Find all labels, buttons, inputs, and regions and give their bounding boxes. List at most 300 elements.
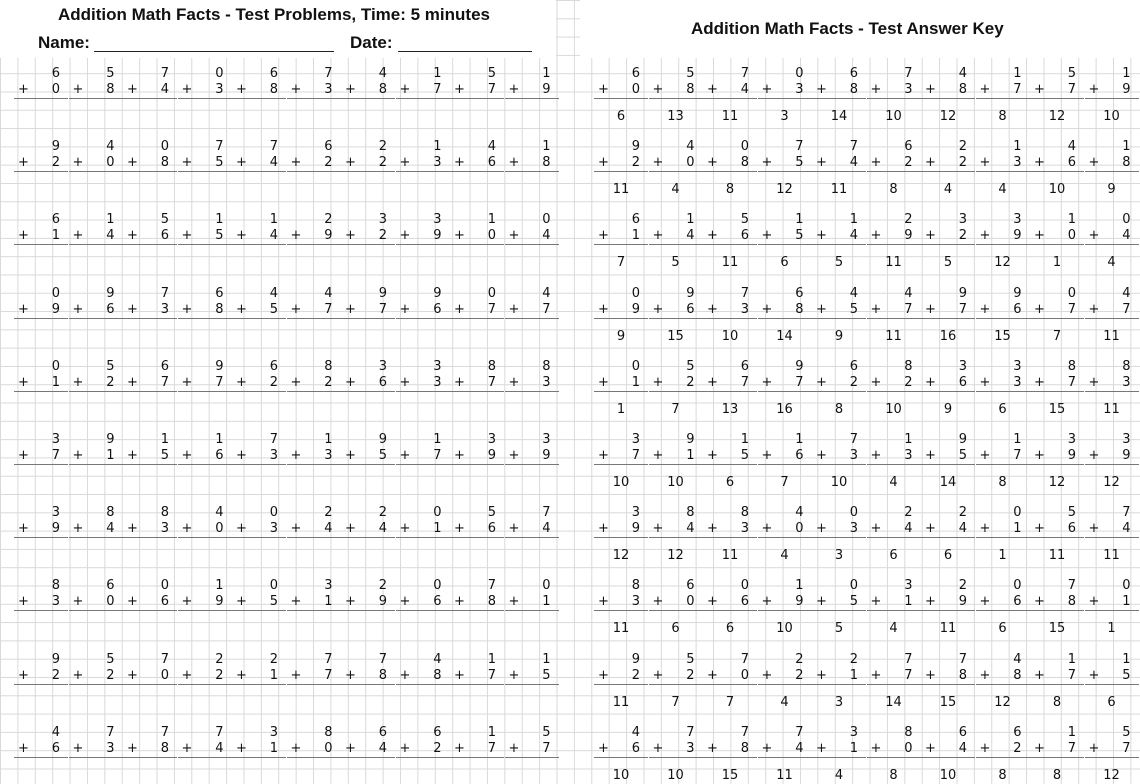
answer-key-problem bbox=[703, 359, 757, 418]
addend-bottom-value: 5 bbox=[849, 594, 858, 610]
plus-sign: + bbox=[345, 155, 356, 171]
test-title: Addition Math Facts - Test Problems, Time: 5 minutes bbox=[58, 5, 490, 24]
test-problem bbox=[341, 652, 395, 685]
addend-bottom-value: 8 bbox=[686, 82, 695, 97]
addend-bottom-value: 1 bbox=[269, 740, 278, 756]
plus-sign: + bbox=[870, 82, 882, 97]
addend-bottom bbox=[867, 228, 921, 245]
addend-bottom-value: 1 bbox=[849, 740, 858, 756]
answer-value: 8 bbox=[889, 767, 898, 783]
plus-sign: + bbox=[181, 667, 193, 683]
plus-sign: + bbox=[1088, 82, 1100, 97]
test-problem bbox=[14, 432, 68, 465]
plus-sign: + bbox=[870, 448, 882, 463]
answer-value: 1 bbox=[616, 401, 626, 417]
answer-value: 7 bbox=[671, 401, 680, 417]
addend-bottom bbox=[649, 375, 703, 392]
addend-bottom-value: 8 bbox=[378, 667, 387, 683]
addend-bottom bbox=[867, 521, 921, 538]
plus-sign: + bbox=[127, 82, 138, 97]
addend-bottom-value: 2 bbox=[51, 667, 60, 683]
addend-top: 6 bbox=[904, 139, 913, 155]
plus-sign: + bbox=[236, 740, 247, 756]
answer-key-problem bbox=[921, 578, 975, 637]
plus-sign: + bbox=[761, 448, 773, 463]
addend-bottom-value: 2 bbox=[269, 374, 278, 390]
plus-sign: + bbox=[1088, 521, 1100, 537]
answer-key-sheet bbox=[580, 0, 1140, 784]
addend-top: 1 bbox=[1122, 139, 1131, 155]
addend-bottom bbox=[703, 302, 757, 319]
answer-value: 11 bbox=[1103, 328, 1120, 344]
test-problem bbox=[178, 139, 232, 172]
addend-bottom-value: 2 bbox=[215, 667, 224, 683]
addend-bottom-value: 7 bbox=[542, 301, 551, 317]
addend-bottom bbox=[976, 741, 1030, 758]
answer-value: 6 bbox=[780, 255, 789, 271]
answer-value: 13 bbox=[721, 401, 739, 417]
date-field-line[interactable] bbox=[398, 51, 532, 52]
answer-value: 10 bbox=[939, 767, 957, 783]
answer-value: 6 bbox=[671, 621, 680, 637]
plus-sign: + bbox=[979, 82, 991, 97]
addend-top: 1 bbox=[487, 724, 496, 740]
addend-bottom-value: 2 bbox=[324, 155, 333, 171]
addend-bottom bbox=[450, 228, 504, 245]
addend-bottom-value: 9 bbox=[1122, 448, 1131, 463]
addend-bottom bbox=[812, 594, 866, 611]
addend-top: 7 bbox=[542, 505, 551, 521]
plus-sign: + bbox=[925, 301, 936, 317]
test-problem bbox=[14, 725, 68, 758]
addend-bottom-value: 1 bbox=[849, 667, 858, 683]
addend-top: 1 bbox=[433, 139, 442, 155]
addend-bottom bbox=[232, 302, 286, 319]
answer-value: 5 bbox=[834, 255, 844, 271]
plus-sign: + bbox=[290, 228, 302, 244]
plus-sign: + bbox=[979, 594, 991, 610]
addend-bottom-value: 9 bbox=[51, 521, 60, 537]
addend-bottom bbox=[812, 228, 866, 245]
addend-top: 6 bbox=[795, 285, 804, 301]
answer-key-problem bbox=[758, 212, 812, 271]
answer-value: 11 bbox=[1103, 401, 1120, 417]
addend-bottom bbox=[123, 448, 177, 465]
addend-top: 3 bbox=[1067, 432, 1076, 447]
test-problem bbox=[69, 505, 123, 538]
addend-bottom bbox=[341, 155, 395, 172]
answer-value: 15 bbox=[1048, 621, 1066, 637]
plus-sign: + bbox=[1088, 228, 1100, 244]
answer-key-problem bbox=[594, 286, 648, 345]
plus-sign: + bbox=[652, 301, 664, 317]
addend-bottom-value: 0 bbox=[215, 521, 224, 537]
addend-bottom-value: 7 bbox=[487, 740, 496, 756]
answer-key-problem bbox=[867, 286, 921, 345]
addend-bottom bbox=[287, 228, 341, 245]
addend-bottom-value: 9 bbox=[958, 594, 967, 610]
addend-top: 0 bbox=[1067, 285, 1076, 301]
addend-bottom-value: 0 bbox=[904, 740, 913, 756]
addend-bottom-value: 9 bbox=[1067, 448, 1076, 463]
answer-value: 10 bbox=[885, 401, 902, 417]
addend-top: 2 bbox=[958, 505, 967, 521]
test-problem bbox=[14, 212, 68, 245]
answer-value: 15 bbox=[1048, 401, 1066, 417]
answer-value: 4 bbox=[1107, 255, 1116, 271]
addend-bottom-value: 1 bbox=[324, 594, 333, 610]
addend-bottom bbox=[396, 668, 450, 685]
test-problem bbox=[505, 725, 559, 758]
addend-top: 2 bbox=[324, 212, 333, 228]
answer-value: 9 bbox=[943, 401, 953, 417]
test-problem bbox=[123, 139, 177, 172]
addend-bottom bbox=[450, 82, 504, 99]
addend-bottom bbox=[287, 668, 341, 685]
answer-key-problem bbox=[1085, 139, 1139, 198]
addend-bottom bbox=[287, 741, 341, 758]
addend-bottom bbox=[976, 228, 1030, 245]
answer-key-problem bbox=[1030, 725, 1084, 784]
answer-value: 9 bbox=[834, 328, 844, 344]
addend-top: 3 bbox=[631, 432, 640, 447]
answer-key-problem bbox=[976, 432, 1030, 491]
addend-bottom bbox=[812, 302, 866, 319]
name-field-line[interactable] bbox=[94, 51, 334, 52]
addend-bottom bbox=[1030, 155, 1084, 172]
addend-top: 3 bbox=[378, 358, 387, 374]
plus-sign: + bbox=[925, 521, 936, 537]
plus-sign: + bbox=[816, 594, 827, 610]
addend-top: 6 bbox=[631, 212, 640, 228]
addend-top: 9 bbox=[378, 285, 387, 301]
plus-sign: + bbox=[816, 155, 827, 171]
addend-bottom bbox=[69, 521, 123, 538]
test-problem bbox=[505, 578, 559, 611]
addend-top: 9 bbox=[106, 285, 115, 301]
addend-top: 6 bbox=[215, 285, 224, 301]
addend-bottom-value: 5 bbox=[542, 667, 551, 683]
test-problem bbox=[505, 286, 559, 319]
addend-top: 0 bbox=[849, 505, 858, 521]
addend-bottom-value: 3 bbox=[433, 374, 442, 390]
addend-top: 6 bbox=[160, 358, 169, 374]
answer-value: 3 bbox=[834, 548, 844, 564]
plus-sign: + bbox=[925, 740, 936, 756]
addend-top: 7 bbox=[378, 651, 387, 667]
plus-sign: + bbox=[870, 594, 882, 610]
plus-sign: + bbox=[508, 594, 520, 610]
addend-bottom bbox=[976, 82, 1030, 99]
answer-key-problem bbox=[812, 212, 866, 271]
addend-bottom bbox=[341, 375, 395, 392]
addend-top: 6 bbox=[849, 358, 858, 374]
addend-top: 2 bbox=[795, 651, 804, 667]
addend-bottom bbox=[976, 302, 1030, 319]
addend-bottom bbox=[758, 668, 812, 685]
plus-sign: + bbox=[508, 521, 520, 537]
answer-key-problem bbox=[1085, 505, 1139, 564]
addend-bottom-value: 9 bbox=[631, 301, 640, 317]
addend-bottom-value: 8 bbox=[958, 82, 967, 97]
answer-value: 12 bbox=[1048, 109, 1066, 124]
answer-value: 10 bbox=[1048, 182, 1066, 198]
addend-bottom bbox=[69, 82, 123, 99]
addend-bottom bbox=[649, 594, 703, 611]
answer-key-problem bbox=[1030, 286, 1084, 345]
addend-bottom-value: 6 bbox=[106, 301, 115, 317]
addend-bottom bbox=[69, 155, 123, 172]
plus-sign: + bbox=[127, 740, 138, 756]
addend-bottom bbox=[178, 668, 232, 685]
addend-bottom bbox=[287, 521, 341, 538]
addend-top: 2 bbox=[324, 505, 333, 521]
plus-sign: + bbox=[979, 740, 991, 756]
answer-key-problem bbox=[703, 652, 757, 711]
answer-key-problem bbox=[976, 66, 1030, 125]
addend-bottom bbox=[867, 668, 921, 685]
addend-bottom-value: 8 bbox=[160, 155, 169, 171]
addend-top: 6 bbox=[378, 724, 387, 740]
test-problem bbox=[232, 725, 286, 758]
addend-top: 7 bbox=[1067, 578, 1076, 594]
addend-bottom-value: 2 bbox=[795, 667, 804, 683]
addend-bottom-value: 9 bbox=[542, 82, 551, 97]
addend-top: 0 bbox=[51, 285, 60, 301]
addend-bottom bbox=[505, 375, 559, 392]
addend-top: 7 bbox=[740, 66, 749, 81]
test-problem bbox=[505, 139, 559, 172]
addend-top: 9 bbox=[51, 651, 60, 667]
plus-sign: + bbox=[870, 155, 882, 171]
addend-bottom-value: 6 bbox=[1067, 155, 1076, 171]
addend-bottom bbox=[123, 82, 177, 99]
answer-key-problem bbox=[812, 432, 866, 491]
plus-sign: + bbox=[181, 740, 193, 756]
addend-bottom-value: 1 bbox=[686, 448, 695, 463]
addend-bottom bbox=[232, 155, 286, 172]
plus-sign: + bbox=[127, 155, 138, 171]
addend-bottom bbox=[594, 375, 648, 392]
test-problem bbox=[178, 725, 232, 758]
answer-value: 12 bbox=[612, 548, 630, 564]
plus-sign: + bbox=[816, 82, 827, 97]
addend-bottom bbox=[341, 741, 395, 758]
addend-top: 3 bbox=[631, 505, 640, 521]
addend-top: 1 bbox=[1013, 139, 1022, 155]
addend-bottom bbox=[69, 375, 123, 392]
addend-bottom-value: 8 bbox=[269, 82, 278, 97]
answer-key-problem bbox=[649, 139, 703, 198]
addend-bottom-value: 9 bbox=[904, 228, 913, 244]
addend-bottom bbox=[450, 302, 504, 319]
addend-bottom bbox=[505, 155, 559, 172]
plus-sign: + bbox=[761, 82, 773, 97]
addend-bottom-value: 3 bbox=[324, 82, 333, 97]
answer-value: 6 bbox=[943, 548, 953, 564]
addend-top: 0 bbox=[740, 578, 749, 594]
answer-key-problem bbox=[649, 505, 703, 564]
test-problem bbox=[232, 139, 286, 172]
test-problem bbox=[287, 652, 341, 685]
plus-sign: + bbox=[18, 594, 29, 610]
plus-sign: + bbox=[236, 82, 247, 97]
addend-bottom bbox=[921, 228, 975, 245]
addend-bottom bbox=[14, 302, 68, 319]
addend-top: 7 bbox=[740, 724, 749, 740]
addend-top: 7 bbox=[160, 724, 169, 740]
plus-sign: + bbox=[18, 521, 29, 537]
addend-top: 7 bbox=[215, 724, 224, 740]
answer-value: 7 bbox=[725, 694, 735, 710]
answer-value: 7 bbox=[1052, 328, 1062, 344]
addend-bottom-value: 2 bbox=[904, 374, 913, 390]
addend-top: 9 bbox=[686, 285, 695, 301]
addend-bottom-value: 5 bbox=[215, 228, 224, 244]
addend-bottom-value: 1 bbox=[631, 374, 640, 390]
answer-key-problem bbox=[703, 139, 757, 198]
addend-top: 0 bbox=[1013, 578, 1022, 594]
addend-bottom-value: 4 bbox=[542, 521, 551, 537]
addend-top: 4 bbox=[324, 285, 333, 301]
addend-top: 9 bbox=[106, 432, 115, 447]
addend-top: 2 bbox=[378, 139, 387, 155]
addend-bottom-value: 2 bbox=[958, 155, 967, 171]
addend-bottom bbox=[450, 375, 504, 392]
plus-sign: + bbox=[399, 448, 411, 463]
addend-bottom bbox=[867, 302, 921, 319]
test-problem bbox=[287, 286, 341, 319]
answer-key-problem bbox=[703, 212, 757, 271]
addend-top: 1 bbox=[160, 432, 169, 447]
answer-value: 16 bbox=[939, 328, 957, 344]
addend-bottom-value: 7 bbox=[160, 374, 169, 390]
answer-key-problem bbox=[703, 432, 757, 491]
plus-sign: + bbox=[127, 374, 138, 390]
test-problem bbox=[123, 725, 177, 758]
addend-top: 6 bbox=[686, 578, 695, 594]
addend-bottom bbox=[178, 375, 232, 392]
addend-bottom bbox=[976, 375, 1030, 392]
plus-sign: + bbox=[925, 228, 936, 244]
addend-top: 0 bbox=[215, 66, 224, 81]
addend-top: 0 bbox=[433, 578, 442, 594]
addend-bottom-value: 2 bbox=[106, 667, 115, 683]
test-problem bbox=[450, 505, 504, 538]
answer-key-problem bbox=[921, 505, 975, 564]
addend-bottom bbox=[867, 82, 921, 99]
addend-top: 4 bbox=[106, 139, 115, 155]
plus-sign: + bbox=[598, 448, 609, 463]
addend-bottom-value: 7 bbox=[1067, 667, 1076, 683]
addend-top: 0 bbox=[740, 139, 749, 155]
addend-bottom bbox=[594, 228, 648, 245]
addend-top: 0 bbox=[433, 505, 442, 521]
addend-top: 8 bbox=[51, 578, 60, 594]
answer-value: 11 bbox=[830, 182, 848, 198]
plus-sign: + bbox=[761, 155, 773, 171]
addend-bottom bbox=[703, 741, 757, 758]
addend-bottom bbox=[341, 448, 395, 465]
answer-key-problem bbox=[812, 66, 866, 125]
addend-bottom bbox=[703, 228, 757, 245]
plus-sign: + bbox=[707, 374, 718, 390]
test-problem bbox=[14, 505, 68, 538]
addend-bottom-value: 7 bbox=[631, 448, 640, 463]
addend-top: 1 bbox=[215, 578, 224, 594]
plus-sign: + bbox=[18, 82, 29, 97]
plus-sign: + bbox=[236, 155, 247, 171]
answer-key-problem bbox=[649, 359, 703, 418]
addend-bottom bbox=[1030, 521, 1084, 538]
addend-bottom-value: 6 bbox=[433, 301, 442, 317]
addend-bottom-value: 6 bbox=[378, 374, 387, 390]
answer-value: 11 bbox=[721, 255, 739, 271]
addend-bottom-value: 5 bbox=[795, 155, 804, 171]
answer-key-problem bbox=[976, 505, 1030, 564]
plus-sign: + bbox=[290, 521, 302, 537]
answer-key-problem bbox=[703, 725, 757, 784]
addend-bottom bbox=[178, 155, 232, 172]
addend-top: 3 bbox=[51, 432, 60, 447]
answer-value: 11 bbox=[1048, 548, 1066, 564]
addend-bottom bbox=[976, 448, 1030, 465]
addend-bottom-value: 3 bbox=[160, 521, 169, 537]
plus-sign: + bbox=[181, 82, 193, 97]
plus-sign: + bbox=[1088, 740, 1100, 756]
addend-top: 0 bbox=[631, 358, 640, 374]
answer-key-problem bbox=[1030, 66, 1084, 125]
addend-bottom bbox=[758, 82, 812, 99]
addend-bottom bbox=[812, 155, 866, 172]
test-problem bbox=[341, 359, 395, 392]
answer-value: 10 bbox=[612, 475, 630, 490]
plus-sign: + bbox=[181, 228, 193, 244]
answer-value: 6 bbox=[616, 109, 626, 124]
addend-bottom-value: 7 bbox=[378, 301, 387, 317]
answer-key-problem bbox=[758, 578, 812, 637]
addend-top: 5 bbox=[686, 651, 695, 667]
addend-bottom-value: 4 bbox=[849, 155, 858, 171]
test-problem bbox=[123, 505, 177, 538]
addend-top: 2 bbox=[904, 505, 913, 521]
answer-value: 16 bbox=[776, 401, 793, 417]
addend-top: 3 bbox=[849, 724, 858, 740]
plus-sign: + bbox=[1034, 228, 1045, 244]
addend-bottom-value: 0 bbox=[740, 667, 749, 683]
addend-bottom-value: 7 bbox=[1067, 374, 1076, 390]
addend-top: 3 bbox=[904, 578, 913, 594]
addend-top: 6 bbox=[51, 66, 60, 81]
plus-sign: + bbox=[18, 448, 29, 463]
addend-bottom bbox=[396, 521, 450, 538]
addend-bottom bbox=[812, 521, 866, 538]
addend-bottom bbox=[287, 448, 341, 465]
addend-top: 4 bbox=[51, 724, 60, 740]
test-problem bbox=[69, 66, 123, 99]
addend-bottom-value: 7 bbox=[51, 448, 60, 463]
addend-top: 4 bbox=[631, 724, 640, 740]
addend-top: 8 bbox=[487, 358, 496, 374]
addend-top: 9 bbox=[795, 358, 804, 374]
plus-sign: + bbox=[399, 374, 411, 390]
addend-bottom bbox=[396, 82, 450, 99]
addend-bottom bbox=[123, 375, 177, 392]
addend-bottom bbox=[14, 82, 68, 99]
answer-value: 15 bbox=[939, 694, 957, 710]
plus-sign: + bbox=[816, 448, 827, 463]
addend-bottom bbox=[1030, 82, 1084, 99]
